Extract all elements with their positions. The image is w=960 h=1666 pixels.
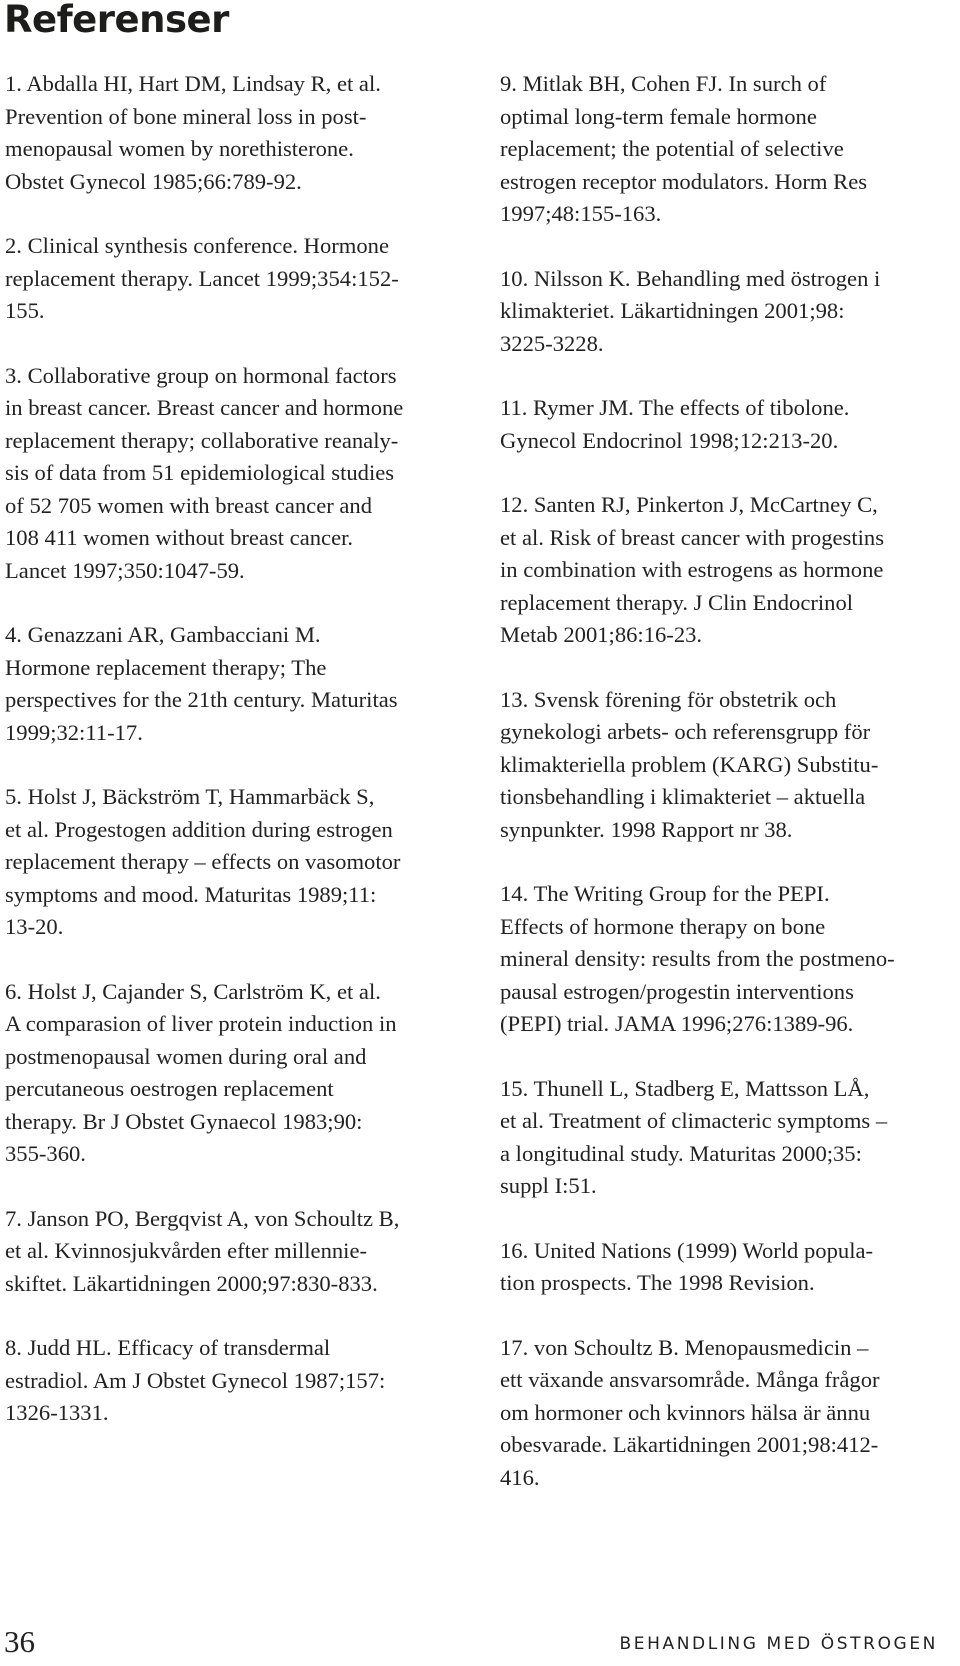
reference-item: 7. Janson PO, Bergqvist A, von Schoultz B, et al. Kvinnosjukvården efter millennie- skiftet. Läkartidningen 2000;97:830-833.: [5, 1205, 400, 1296]
reference-item: 16. United Nations (1999) World popula- tion prospects. The 1998 Revision.: [500, 1237, 874, 1295]
reference-item: 6. Holst J, Cajander S, Carlström K, et al. A comparasion of liver protein induction in postmenopausal women during oral and percutaneous oestrogen replacement therapy. Br J Obstet Gynaecol 1983;90: 355-360.: [5, 978, 397, 1166]
reference-item: 10. Nilsson K. Behandling med östrogen i klimakteriet. Läkartidningen 2001;98: 3225-3228.: [500, 265, 881, 356]
reference-item: 15. Thunell L, Stadberg E, Mattsson LÅ, et al. Treatment of climacteric symptoms – a longitudinal study. Maturitas 2000;35: suppl I:51.: [500, 1075, 888, 1198]
reference-item: 9. Mitlak BH, Cohen FJ. In surch of optimal long-term female hormone replacement; the potential of selective estrogen receptor modulators. Horm Res 1997;48:155-163.: [500, 71, 868, 226]
references-right-column: [500, 68, 940, 1526]
reference-item: 2. Clinical synthesis conference. Hormone replacement therapy. Lancet 1999;354:152- 155.: [5, 233, 399, 323]
reference-item: 1. Abdalla HI, Hart DM, Lindsay R, et al. Prevention of bone mineral loss in post- menopausal women by norethisterone. Obstet Gynecol 1985;66:789-92.: [5, 71, 381, 194]
reference-item: 17. von Schoultz B. Menopausmedicin – ett växande ansvarsområde. Många frågor om hormoner och kvinnors hälsa är ännu obesvarade. Läkartidningen 2001;98:412- 416.: [500, 1334, 880, 1490]
reference-item: 4. Genazzani AR, Gambacciani M. Hormone replacement therapy; The perspectives for the 21th century. Maturitas 1999;32:11-17.: [5, 622, 398, 745]
page-title: Referenser: [4, 0, 229, 41]
page-number: 36: [4, 1624, 35, 1659]
reference-item: 5. Holst J, Bäckström T, Hammarbäck S, et al. Progestogen addition during estrogen replacement therapy – effects on vasomotor symptoms and mood. Maturitas 1989;11: 13-20.: [5, 784, 401, 939]
reference-item: 13. Svensk förening för obstetrik och gynekologi arbets- och referensgrupp för klimakteriella problem (KARG) Substitu- tionsbehandling i klimakteriet – aktuella synpunkter. 1998 Rapport nr 38.: [500, 686, 879, 842]
reference-item: 11. Rymer JM. The effects of tibolone. Gynecol Endocrinol 1998;12:213-20.: [500, 395, 850, 453]
reference-item: 14. The Writing Group for the PEPI. Effects of hormone therapy on bone mineral density: results from the postmeno- pausal estrogen/progestin interventions (PEPI) trial. JAMA 1996;276:1389-96.: [500, 881, 895, 1036]
running-title: BEHANDLING MED ÖSTROGEN: [619, 1634, 938, 1654]
reference-item: 12. Santen RJ, Pinkerton J, McCartney C, et al. Risk of breast cancer with progestins in combination with estrogens as hormone replacement therapy. J Clin Endocrinol Metab 2001;86:16-23.: [500, 492, 884, 647]
reference-item: 8. Judd HL. Efficacy of transdermal estradiol. Am J Obstet Gynecol 1987;157: 1326-1331.: [5, 1335, 386, 1425]
references-left-column: [5, 68, 445, 1462]
reference-item: 3. Collaborative group on hormonal factors in breast cancer. Breast cancer and hormone replacement therapy; collaborative reanaly- sis of data from 51 epidemiological studies of 52 705 women with breast cancer and 108 411 women without breast cancer. Lancet 1997;350:1047-59.: [5, 362, 404, 583]
